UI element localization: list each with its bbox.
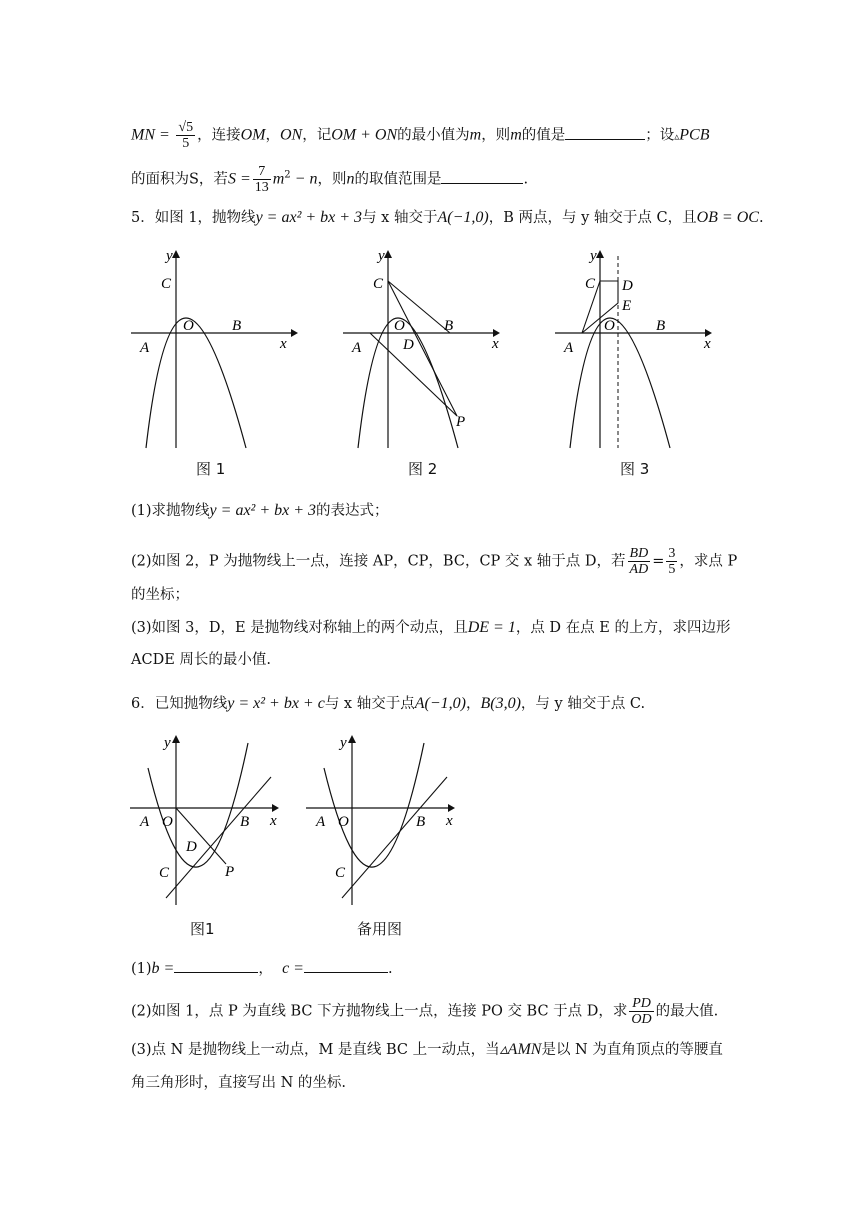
d-label: D <box>622 278 633 294</box>
y-label: y <box>166 248 173 264</box>
answer-blank-c[interactable] <box>304 960 388 973</box>
q5-part-2-cont <box>131 588 189 603</box>
segment-po <box>176 808 226 864</box>
n-var: n <box>346 170 355 188</box>
b-label: B <box>240 814 250 830</box>
q5-part-1 <box>131 503 389 519</box>
figure-caption: 图 3 <box>620 460 650 478</box>
text: ，B 两点，与 y 轴交于点 C，且 <box>488 210 697 226</box>
c-label: C <box>161 276 172 292</box>
a-label: A <box>140 814 150 830</box>
point-a: A(−1,0) <box>437 209 489 226</box>
point-a: A(−1,0) <box>414 695 466 712</box>
q5-part-3 <box>131 620 730 636</box>
q6-part-1 <box>131 960 393 977</box>
text: 是以 N 为直角顶点的等腰直 <box>541 1042 723 1058</box>
text: 的最大值. <box>655 1003 719 1020</box>
x-arrow <box>448 804 455 812</box>
c-label: C <box>335 865 346 881</box>
text: (2)如图 2，P 为抛物线上一点，连接 AP，CP，BC，CP 交 x 轴于点 D，若 <box>131 553 626 570</box>
fraction-3-5 <box>666 546 677 577</box>
x-label: x <box>446 813 453 829</box>
y-arrow <box>172 250 180 258</box>
q6-intro <box>131 696 645 712</box>
text: (3)如图 3，D，E 是抛物线对称轴上的两个动点，且 <box>131 620 468 636</box>
m-var: m <box>510 126 522 144</box>
m-var: m <box>469 126 482 144</box>
text: 6．已知抛物线 <box>131 696 228 712</box>
q6-part-3 <box>131 1042 723 1058</box>
text: ，点 D 在点 E 的上方，求四边形 <box>515 620 731 636</box>
o-label: O <box>162 814 173 830</box>
a-label: A <box>316 814 326 830</box>
figure-caption: 备用图 <box>357 920 403 938</box>
text: ，连接 <box>197 127 241 144</box>
y-label: y <box>164 735 171 751</box>
line-bc <box>166 777 271 898</box>
condition: OB = OC <box>696 209 759 226</box>
parabola <box>146 318 246 448</box>
exponent: 2 <box>284 169 291 181</box>
figure-caption: 图 1 <box>196 460 226 478</box>
fraction-pd-od <box>629 996 653 1027</box>
o-label: O <box>604 318 615 334</box>
b-label: B <box>416 814 426 830</box>
text: 5．如图 1，抛物线 <box>131 210 256 226</box>
parabola <box>324 743 424 867</box>
c-eq: c = <box>282 960 304 977</box>
fraction-den: AD <box>629 562 649 577</box>
a-label: A <box>140 340 150 356</box>
o-label: O <box>183 318 194 334</box>
text: . <box>523 171 529 188</box>
fraction-num: 3 <box>668 546 676 561</box>
o-label: O <box>394 318 405 334</box>
text: ， <box>258 961 273 977</box>
equation: DE = 1 <box>467 619 516 636</box>
x-label: x <box>492 336 499 352</box>
mn-label: MN = <box>131 126 170 144</box>
d-label: D <box>403 337 414 353</box>
text: (3)点 N 是抛物线上一动点，M 是直线 BC 上一动点，当 <box>131 1042 500 1058</box>
text-line-2 <box>131 164 528 195</box>
e-label: E <box>622 298 632 314</box>
text: ACDE 周长的最小值. <box>131 652 271 668</box>
b-label: B <box>656 318 666 334</box>
q5-part-2 <box>131 546 737 577</box>
b-label: B <box>444 318 454 334</box>
text: (1)求抛物线 <box>131 503 210 519</box>
triangle-amn: ▵AMN <box>499 1041 542 1058</box>
q6-part-2 <box>131 996 718 1027</box>
text: 与 x 轴交于点 <box>324 696 415 712</box>
equation: y = x² + bx + c <box>227 695 325 712</box>
x-label: x <box>704 336 711 352</box>
s-eq: S = <box>227 170 251 188</box>
b-label: B <box>232 318 242 334</box>
d-label: D <box>186 839 197 855</box>
text: (2)如图 1，点 P 为直线 BC 下方抛物线上一点，连接 PO 交 BC 于点 D，求 <box>131 1003 628 1020</box>
om-on-expr: OM + ON <box>331 126 398 144</box>
y-label: y <box>378 248 385 264</box>
y-label: y <box>340 735 347 751</box>
minus-n: − n <box>290 170 318 188</box>
answer-blank[interactable] <box>565 127 645 140</box>
y-arrow <box>384 250 392 258</box>
o-label: O <box>338 814 349 830</box>
on-var: ON <box>279 126 303 144</box>
om-var: OM <box>240 126 266 144</box>
q5-intro <box>131 210 764 226</box>
y-label: y <box>590 248 597 264</box>
parabola <box>148 743 248 867</box>
text: 角三角形时，直接写出 N 的坐标. <box>131 1075 347 1091</box>
fraction-sqrt5-over-5 <box>176 120 195 151</box>
fraction-den: 13 <box>254 180 269 195</box>
q6-figure-1 <box>128 733 288 908</box>
pcb-var: PCB <box>679 126 710 144</box>
fraction-num: BD <box>629 546 649 561</box>
text: 与 x 轴交于 <box>362 210 438 226</box>
p-label: P <box>225 864 235 880</box>
point-b: B(3,0) <box>480 695 521 712</box>
c-label: C <box>585 276 596 292</box>
c-label: C <box>373 276 384 292</box>
a-label: A <box>352 340 362 356</box>
fraction-num: PD <box>629 996 653 1012</box>
equation: y = ax² + bx + 3 <box>255 209 363 226</box>
x-arrow <box>291 329 298 337</box>
fraction-den: OD <box>631 1012 652 1027</box>
text: ， <box>465 696 481 712</box>
x-arrow <box>272 804 279 812</box>
text: ， <box>265 127 280 144</box>
equation: y = ax² + bx + 3 <box>209 502 317 519</box>
y-arrow <box>172 735 180 743</box>
fraction-bd-ad <box>628 546 651 577</box>
q5-figure-1 <box>128 248 298 453</box>
text: 的面积为S，若 <box>131 171 228 188</box>
text: ，则 <box>481 127 511 144</box>
fraction-den: 5 <box>182 136 190 151</box>
a-label: A <box>564 340 574 356</box>
fraction-num: 7 <box>253 164 271 180</box>
p-label: P <box>456 414 466 430</box>
x-label: x <box>280 336 287 352</box>
fraction-den: 5 <box>668 562 676 577</box>
line-bc <box>342 777 447 898</box>
fraction-num: √5 <box>178 120 194 135</box>
answer-blank[interactable] <box>441 171 523 184</box>
q5-figure-3 <box>552 248 722 453</box>
b-eq: b = <box>151 960 175 977</box>
triangle-symbol: ▵ <box>674 131 680 143</box>
fraction-7-over-13 <box>253 164 271 195</box>
text: . <box>758 210 764 226</box>
parabola <box>570 318 670 448</box>
text: = <box>652 553 665 570</box>
y-arrow <box>596 250 604 258</box>
text: 的值是 <box>521 127 566 144</box>
text: 的取值范围是 <box>354 171 442 188</box>
x-label: x <box>270 813 277 829</box>
text: ，求点 P <box>679 553 738 570</box>
y-arrow <box>348 735 356 743</box>
text: 的表达式； <box>316 503 389 519</box>
answer-blank-b[interactable] <box>174 960 258 973</box>
text: 的最小值为 <box>397 127 470 144</box>
text: ，则 <box>317 171 347 188</box>
text: . <box>387 961 393 977</box>
text-line-1 <box>131 120 710 151</box>
q6-part-3-cont <box>131 1076 346 1091</box>
text: ，记 <box>302 127 332 144</box>
c-label: C <box>159 865 170 881</box>
text: (1) <box>131 961 152 977</box>
q6-spare-figure <box>304 733 464 908</box>
figure-caption: 图 2 <box>408 460 438 478</box>
figure-caption: 图1 <box>190 920 215 938</box>
text: ；设 <box>645 127 675 144</box>
q5-figure-2 <box>340 248 510 453</box>
q5-part-3-cont <box>131 653 271 668</box>
m-var: m <box>272 170 285 188</box>
text: ，与 y 轴交于点 C. <box>520 696 646 712</box>
segment-cp <box>388 281 457 416</box>
text: 的坐标； <box>131 587 189 603</box>
